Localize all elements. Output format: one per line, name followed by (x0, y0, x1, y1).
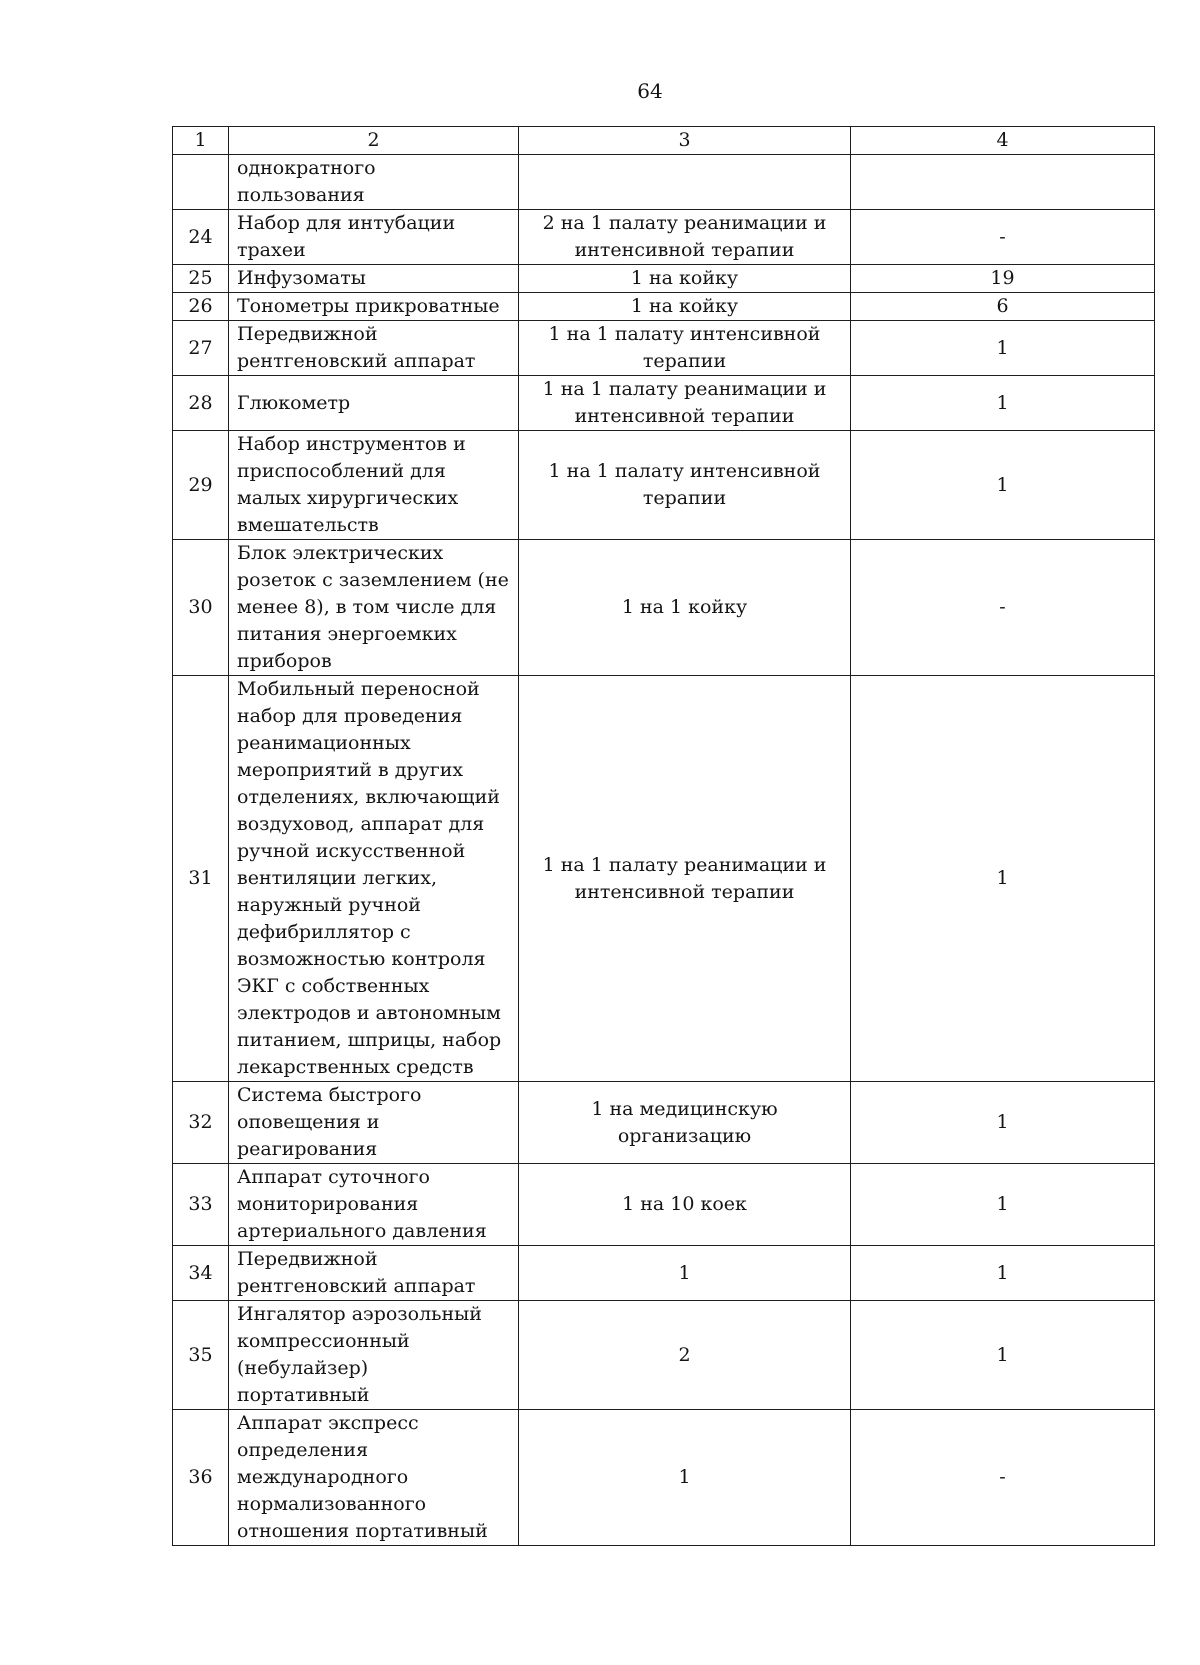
equipment-norm-cell (519, 155, 851, 210)
table-row (173, 1246, 1155, 1301)
row-number-cell: 29 (173, 431, 229, 540)
equipment-name-cell: Ингалятор аэрозольный компрессионный (небулайзер) портативный (229, 1301, 519, 1410)
equipment-norm-cell: 1 на медицинскую организацию (519, 1082, 851, 1164)
table-row (173, 1301, 1155, 1410)
equipment-norm-cell: 1 на 1 палату интенсивной терапии (519, 431, 851, 540)
column-header-1: 1 (173, 127, 229, 155)
equipment-name-cell: Аппарат суточного мониторирования артериального давления (229, 1164, 519, 1246)
equipment-count-cell: 19 (851, 265, 1155, 293)
equipment-count-cell: 1 (851, 376, 1155, 431)
equipment-norm-cell: 1 на 1 палату реанимации и интенсивной терапии (519, 676, 851, 1082)
table-row (173, 1082, 1155, 1164)
equipment-table (172, 126, 1155, 1546)
row-number-cell: 25 (173, 265, 229, 293)
equipment-name-cell: Аппарат экспресс определения международного нормализованного отношения портативный (229, 1410, 519, 1546)
row-number-cell: 30 (173, 540, 229, 676)
table-row (173, 293, 1155, 321)
row-number-cell: 27 (173, 321, 229, 376)
equipment-name-cell: Инфузоматы (229, 265, 519, 293)
equipment-count-cell (851, 155, 1155, 210)
table-row (173, 431, 1155, 540)
equipment-norm-cell: 1 на 1 палату реанимации и интенсивной терапии (519, 376, 851, 431)
table-row (173, 321, 1155, 376)
equipment-norm-cell: 1 на 1 палату интенсивной терапии (519, 321, 851, 376)
column-header-4: 4 (851, 127, 1155, 155)
equipment-count-cell: 1 (851, 321, 1155, 376)
equipment-count-cell: 1 (851, 1164, 1155, 1246)
equipment-count-cell: - (851, 540, 1155, 676)
equipment-count-cell: 6 (851, 293, 1155, 321)
equipment-norm-cell: 1 на 10 коек (519, 1164, 851, 1246)
equipment-count-cell: 1 (851, 431, 1155, 540)
equipment-count-cell: - (851, 1410, 1155, 1546)
equipment-norm-cell: 1 (519, 1410, 851, 1546)
equipment-count-cell: - (851, 210, 1155, 265)
column-header-2: 2 (229, 127, 519, 155)
page-number: 64 (637, 79, 663, 103)
equipment-name-cell: Система быстрого оповещения и реагирования (229, 1082, 519, 1164)
table-row (173, 540, 1155, 676)
row-number-cell: 26 (173, 293, 229, 321)
table-row (173, 265, 1155, 293)
equipment-count-cell: 1 (851, 1246, 1155, 1301)
table-row (173, 676, 1155, 1082)
header-row (173, 127, 1155, 155)
equipment-norm-cell: 1 на 1 койку (519, 540, 851, 676)
equipment-norm-cell: 1 на койку (519, 293, 851, 321)
equipment-count-cell: 1 (851, 1301, 1155, 1410)
equipment-norm-cell: 1 (519, 1246, 851, 1301)
column-header-3: 3 (519, 127, 851, 155)
table-row (173, 1164, 1155, 1246)
row-number-cell: 33 (173, 1164, 229, 1246)
row-number-cell: 35 (173, 1301, 229, 1410)
table-row (173, 210, 1155, 265)
table-row (173, 376, 1155, 431)
row-number-cell: 32 (173, 1082, 229, 1164)
equipment-name-cell: Набор для интубации трахеи (229, 210, 519, 265)
row-number-cell: 34 (173, 1246, 229, 1301)
row-number-cell: 36 (173, 1410, 229, 1546)
equipment-norm-cell: 1 на койку (519, 265, 851, 293)
equipment-name-cell: Набор инструментов и приспособлений для малых хирургических вмешательств (229, 431, 519, 540)
equipment-count-cell: 1 (851, 676, 1155, 1082)
table-body (173, 155, 1155, 1546)
equipment-norm-cell: 2 на 1 палату реанимации и интенсивной терапии (519, 210, 851, 265)
row-number-cell: 24 (173, 210, 229, 265)
equipment-name-cell: Глюкометр (229, 376, 519, 431)
row-number-cell (173, 155, 229, 210)
equipment-name-cell: однократного пользования (229, 155, 519, 210)
row-number-cell: 28 (173, 376, 229, 431)
row-number-cell: 31 (173, 676, 229, 1082)
equipment-name-cell: Передвижной рентгеновский аппарат (229, 1246, 519, 1301)
equipment-name-cell: Передвижной рентгеновский аппарат (229, 321, 519, 376)
equipment-norm-cell: 2 (519, 1301, 851, 1410)
equipment-count-cell: 1 (851, 1082, 1155, 1164)
equipment-name-cell: Тонометры прикроватные (229, 293, 519, 321)
table-row (173, 155, 1155, 210)
equipment-name-cell: Мобильный переносной набор для проведения реанимационных мероприятий в других отделениях, включающий воздуховод, аппарат для ручной искусственной вентиляции легких, наружный ручной дефибриллятор с возможностью контроля ЭКГ с собственных электродов и автономным питанием, шприцы, набор лекарственных средств (229, 676, 519, 1082)
table-row (173, 1410, 1155, 1546)
equipment-name-cell: Блок электрических розеток с заземлением (не менее 8), в том числе для питания энергоемких приборов (229, 540, 519, 676)
